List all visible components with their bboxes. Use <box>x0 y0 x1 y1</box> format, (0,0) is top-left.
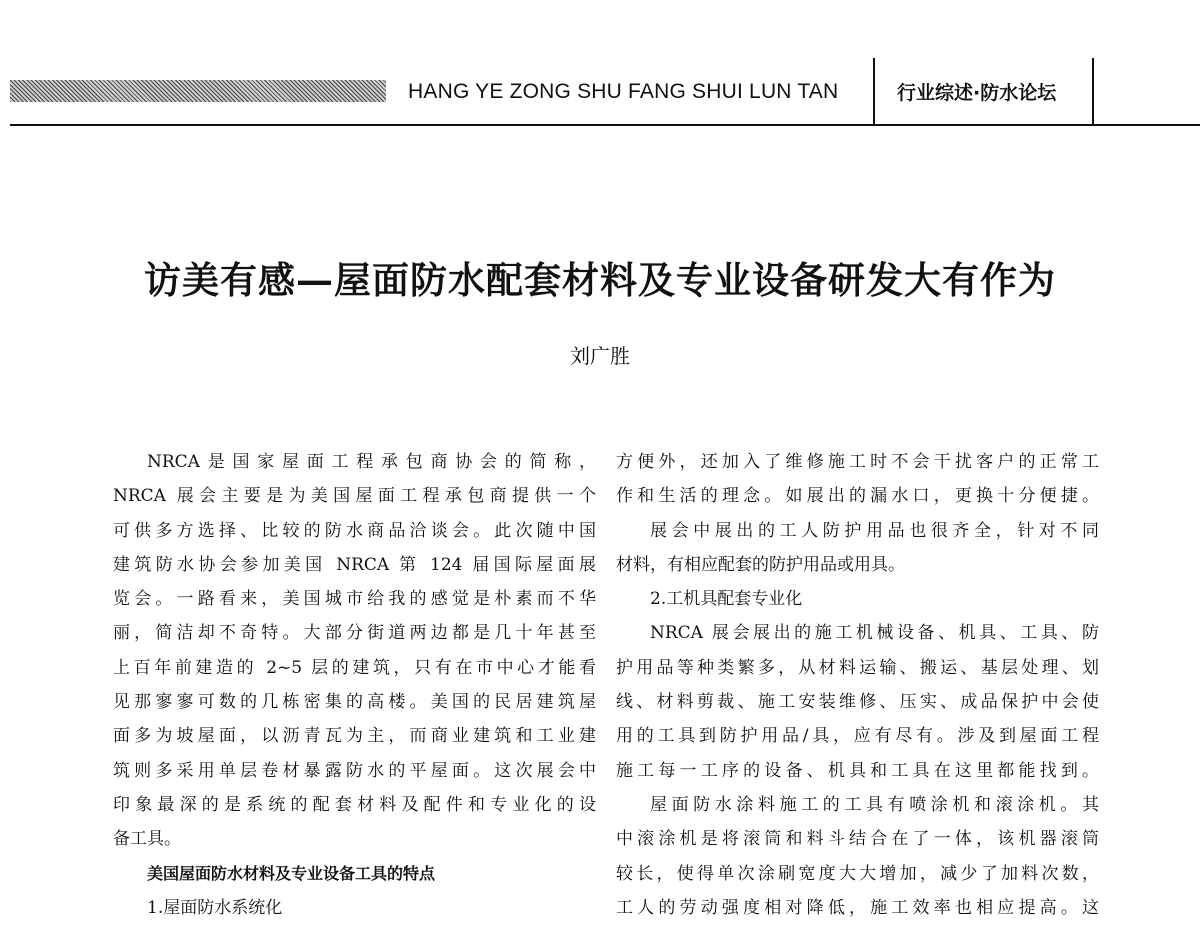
paragraph-line: NRCA 展会展出的施工机械设备、机具、工具、防 <box>650 623 1099 644</box>
paragraph-line: 作和生活的理念。如展出的漏水口，更换十分便捷。 <box>616 486 1099 507</box>
subsection-heading: 1.屋面防水系统化 <box>147 897 283 918</box>
article-author: 刘广胜 <box>570 344 630 368</box>
paragraph-line: 上百年前建造的 2~5 层的建筑，只有在市中心才能看 <box>113 657 596 678</box>
paragraph-line: 中滚涂机是将滚筒和料斗结合在了一体，该机器滚筒 <box>616 829 1099 850</box>
paragraph-line: NRCA 展会主要是为美国屋面工程承包商提供一个 <box>113 486 596 507</box>
header-english-text: HANG YE ZONG SHU FANG SHUI LUN TAN <box>408 80 839 103</box>
header-hatch-bar <box>10 80 386 102</box>
paragraph-line: 面多为坡屋面，以沥青瓦为主，而商业建筑和工业建 <box>113 726 596 747</box>
header-separator <box>873 58 875 124</box>
paragraph-line: 方便外，还加入了维修施工时不会干扰客户的正常工 <box>616 452 1099 472</box>
subsection-heading: 2.工机具配套专业化 <box>650 589 803 610</box>
right-column <box>616 445 1099 925</box>
paragraph-line: 可供多方选择、比较的防水商品洽谈会。此次随中国 <box>113 520 596 541</box>
paragraph-line: 护用品等种类繁多，从材料运输、搬运、基层处理、划 <box>616 657 1099 678</box>
header-chinese-text: 行业综述·防水论坛 <box>897 82 1057 104</box>
paragraph-line: 见那寥寥可数的几栋密集的高楼。美国的民居建筑屋 <box>113 692 596 713</box>
header-right-border <box>1092 58 1094 124</box>
paragraph-line: 工人的劳动强度相对降低，施工效率也相应提高。这 <box>616 897 1099 918</box>
running-header <box>0 58 1200 128</box>
article-title: 访美有感—屋面防水配套材料及专业设备研发大有作为 <box>144 258 1056 302</box>
paragraph-line: 备工具。 <box>113 829 181 850</box>
section-heading: 美国屋面防水材料及专业设备工具的特点 <box>147 863 436 883</box>
paragraph-line: 屋面防水涂料施工的工具有喷涂机和滚涂机。其 <box>650 794 1099 815</box>
paragraph-line: NRCA是国家屋面工程承包商协会的简称， <box>147 452 596 472</box>
left-column <box>113 445 596 925</box>
header-rule <box>10 124 1200 126</box>
paragraph-line: 览会。一路看来，美国城市给我的感觉是朴素而不华 <box>113 589 596 610</box>
paragraph-line: 建筑防水协会参加美国 NRCA 第 124 届国际屋面展 <box>113 554 596 575</box>
paragraph-line: 筑则多采用单层卷材暴露防水的平屋面。这次展会中 <box>113 760 596 781</box>
paragraph-line: 展会中展出的工人防护用品也很齐全，针对不同 <box>650 520 1099 541</box>
paragraph-line: 较长，使得单次涂刷宽度大大增加，减少了加料次数， <box>616 863 1099 884</box>
paragraph-line: 线、材料剪裁、施工安装维修、压实、成品保护中会使 <box>616 692 1099 713</box>
paragraph-line: 施工每一工序的设备、机具和工具在这里都能找到。 <box>616 760 1099 781</box>
paragraph-line: 材料，有相应配套的防护用品或用具。 <box>616 554 905 575</box>
paragraph-line: 丽，简洁却不奇特。大部分街道两边都是几十年甚至 <box>113 623 596 644</box>
paragraph-line: 印象最深的是系统的配套材料及配件和专业化的设 <box>113 794 596 815</box>
paragraph-line: 用的工具到防护用品/具，应有尽有。涉及到屋面工程 <box>616 726 1099 747</box>
